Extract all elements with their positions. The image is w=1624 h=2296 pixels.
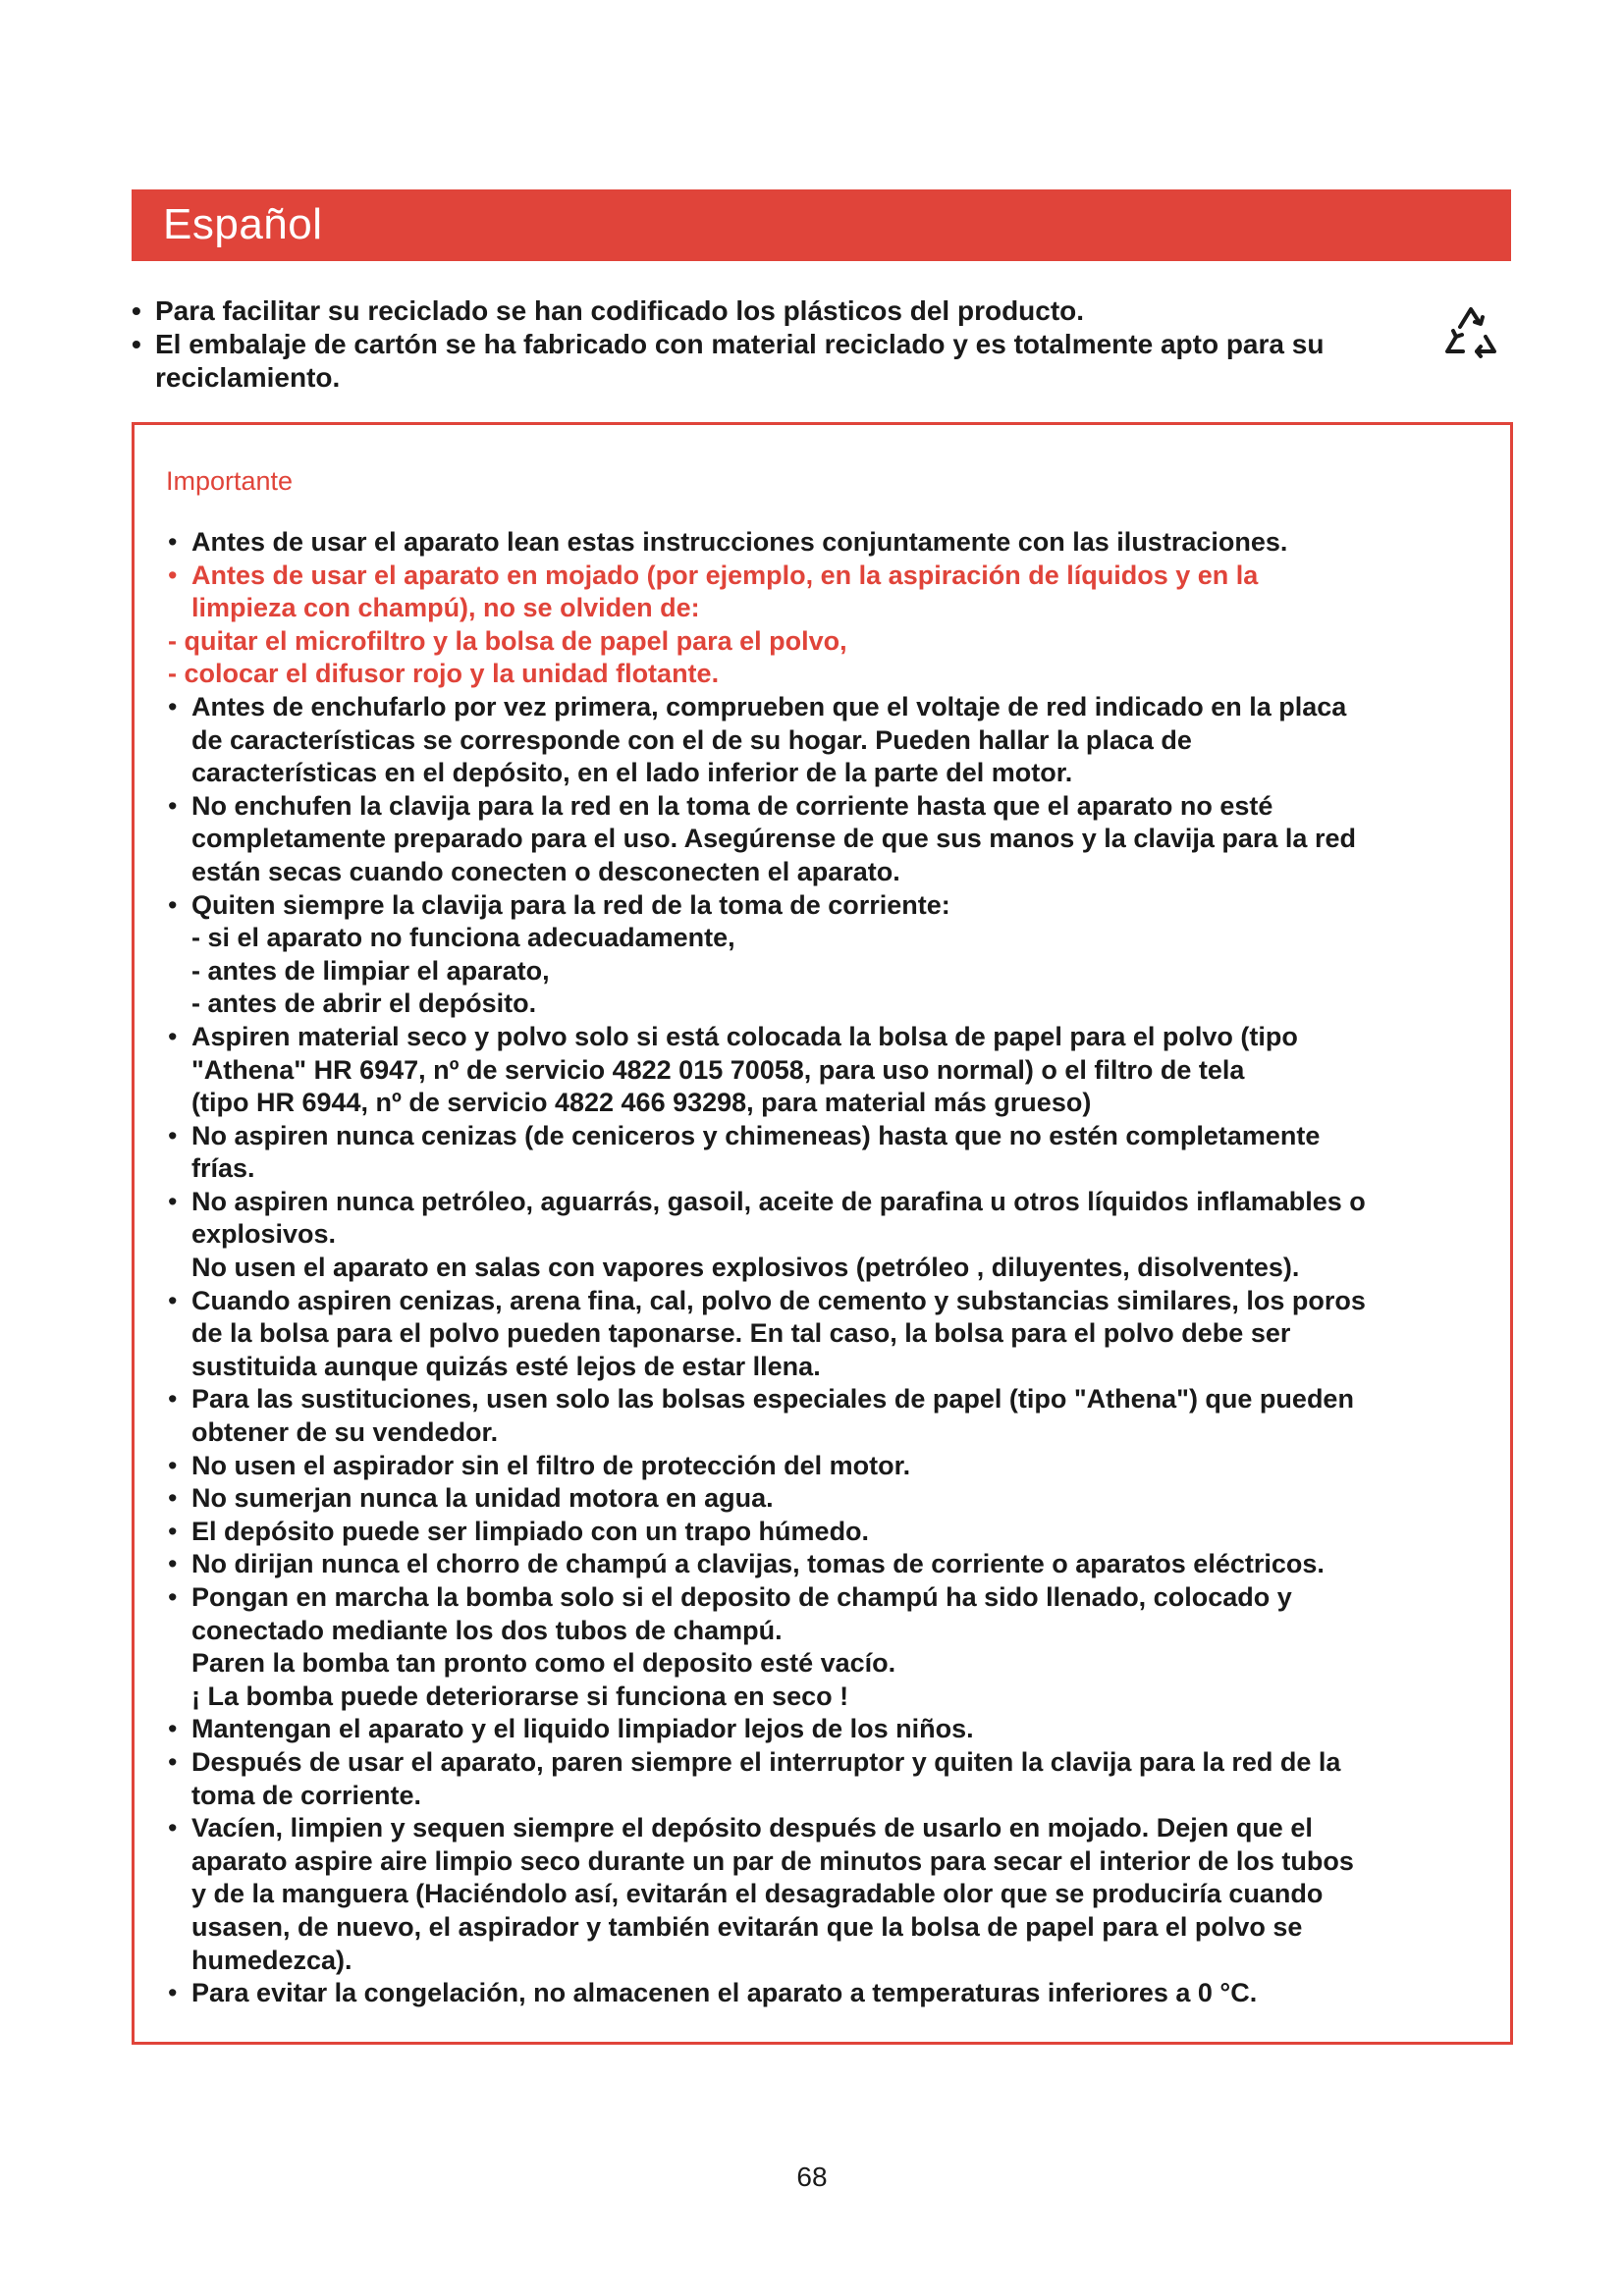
recycling-notes bbox=[132, 294, 1526, 395]
sub-item: - si el aparato no funciona adecuadamente, bbox=[191, 923, 735, 953]
list-item: • Después de usar el aparato, paren siempre el interruptor y quiten la clavija para la red de la toma de corriente. bbox=[168, 1746, 1341, 1810]
list-item: • Antes de usar el aparato lean estas instrucciones conjuntamente con las ilustraciones. bbox=[168, 527, 1288, 557]
list-item: • Pongan en marcha la bomba solo si el deposito de champú ha sido llenado, colocado y conectado mediante los dos tubos de champú. Paren la bomba tan pronto como el deposito esté vacío. ¡ La bomba puede deteriorarse si funciona en seco ! bbox=[168, 1582, 1292, 1711]
list-item: • Antes de enchufarlo por vez primera, comprueben que el voltaje de red indicado en la placa de características se corresponde con el de su hogar. Pueden hallar la placa de características en el depósito, en el lado inferior de la parte del motor. bbox=[168, 691, 1347, 788]
list-item: • Cuando aspiren cenizas, arena fina, cal, polvo de cemento y substancias similares, los poros de la bolsa para el polvo pueden taponarse. En tal caso, la bolsa para el polvo debe ser sustituida aunque quizás esté lejos de estar llena. bbox=[168, 1285, 1366, 1381]
list-item: • No usen el aspirador sin el filtro de protección del motor. bbox=[168, 1450, 911, 1480]
recycling-bullet: • Para facilitar su reciclado se han codificado los plásticos del producto. bbox=[132, 295, 1085, 326]
list-item: • Mantengan el aparato y el liquido limpiador lejos de los niños. bbox=[168, 1714, 974, 1744]
page-number: 68 bbox=[796, 2162, 828, 2192]
sub-item: - quitar el microfiltro y la bolsa de papel para el polvo, bbox=[168, 625, 847, 656]
list-item: • No aspiren nunca petróleo, aguarrás, gasoil, aceite de parafina u otros líquidos inflamables o explosivos. No usen el aparato en salas con vapores explosivos (petróleo , diluyentes, disolventes). bbox=[168, 1186, 1366, 1283]
list-item: • El depósito puede ser limpiado con un trapo húmedo. bbox=[168, 1516, 870, 1546]
sub-item: - antes de limpiar el aparato, bbox=[191, 955, 550, 986]
list-item: • No enchufen la clavija para la red en la toma de corriente hasta que el aparato no esté completamente preparado para el uso. Asegúrense de que sus manos y la clavija para la red están secas cuando conecten o desconecten el aparato. bbox=[168, 790, 1356, 886]
list-item: • No dirijan nunca el chorro de champú a clavijas, tomas de corriente o aparatos eléctricos. bbox=[168, 1549, 1325, 1579]
sub-item: - antes de abrir el depósito. bbox=[191, 988, 537, 1019]
important-list bbox=[168, 526, 1503, 2010]
list-item: • Aspiren material seco y polvo solo si está colocada la bolsa de papel para el polvo (tipo "Athena" HR 6947, nº de servicio 4822 015 70058, para uso normal) o el filtro de tela (tipo HR 6944, nº de servicio 4822 466 93298, para material más grueso) bbox=[168, 1021, 1298, 1118]
list-item: • Quiten siempre la clavija para la red de la toma de corriente: bbox=[168, 889, 950, 920]
list-item: • Antes de usar el aparato en mojado (por ejemplo, en la aspiración de líquidos y en la limpieza con champú), no se olviden de: bbox=[168, 560, 1259, 623]
important-box bbox=[132, 422, 1513, 2045]
sub-item: - colocar el difusor rojo y la unidad flotante. bbox=[168, 659, 720, 689]
recycling-bullet: • El embalaje de cartón se ha fabricado con material reciclado y es totalmente apto para su bbox=[132, 329, 1325, 359]
list-item: • No sumerjan nunca la unidad motora en agua. bbox=[168, 1483, 774, 1514]
list-item: • Para las sustituciones, usen solo las bolsas especiales de papel (tipo "Athena") que pueden obtener de su vendedor. bbox=[168, 1384, 1354, 1448]
language-header-band bbox=[132, 189, 1511, 261]
important-title: Importante bbox=[166, 466, 294, 496]
list-item: • Vacíen, limpien y sequen siempre el depósito después de usarlo en mojado. Dejen que el aparato aspire aire limpio seco durante un par de minutos para secar el interior de los tubos y de la manguera (Haciéndolo así, evitarán el desagradable olor que se produciría cuando usasen, de nuevo, el aspirador y también evitarán que la bolsa de papel para el polvo se humedezca). bbox=[168, 1813, 1354, 1975]
recycle-icon bbox=[1435, 297, 1506, 368]
list-item: • Para evitar la congelación, no almacenen el aparato a temperaturas inferiores a 0 °C. bbox=[168, 1978, 1258, 2008]
list-item: • No aspiren nunca cenizas (de ceniceros y chimeneas) hasta que no estén completamente frías. bbox=[168, 1120, 1321, 1184]
recycling-bullet-continuation: reciclamiento. bbox=[155, 362, 341, 393]
language-title: Español bbox=[163, 200, 323, 248]
